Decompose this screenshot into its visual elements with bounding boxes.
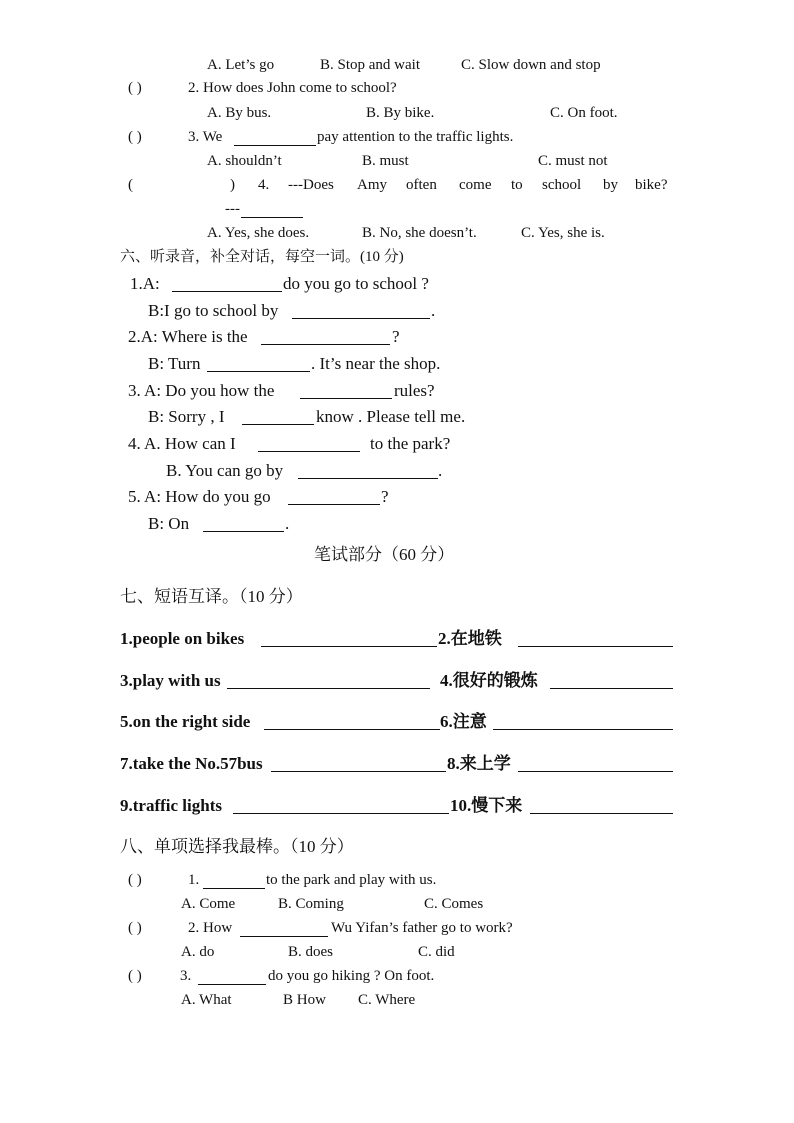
- answer-blank[interactable]: [242, 410, 314, 425]
- answer-blank[interactable]: [261, 330, 390, 345]
- dialogue-line-end: .: [431, 301, 436, 320]
- dialogue-line-end: rules?: [394, 381, 435, 400]
- dialogue-line-end: know . Please tell me.: [316, 407, 466, 426]
- option-a: A. By bus.: [207, 105, 272, 121]
- answer-parenthesis: ( ): [128, 80, 142, 96]
- phrase-item: 2.在地铁: [438, 629, 502, 648]
- option-a: A. Yes, she does.: [207, 225, 310, 241]
- question-text-start: 2. How: [188, 920, 233, 936]
- option-a: A. Come: [181, 896, 236, 912]
- answer-parenthesis: ( ): [128, 968, 142, 984]
- option-b: B. does: [288, 944, 333, 960]
- answer-blank[interactable]: [271, 757, 446, 772]
- answer-dash: ---: [225, 201, 240, 217]
- answer-blank[interactable]: [241, 203, 303, 218]
- section-heading: 六、听录音，补全对话，每空一词。(10 分): [120, 249, 404, 265]
- answer-parenthesis: ( ): [128, 129, 142, 145]
- dialogue-line-end: ?: [381, 487, 389, 506]
- option-b: B. Stop and wait: [320, 57, 420, 73]
- option-a: A. do: [181, 944, 215, 960]
- question-word: bike?: [635, 177, 668, 193]
- dialogue-line-start: B: On: [148, 514, 190, 533]
- answer-blank[interactable]: [198, 970, 266, 985]
- option-c: C. Where: [358, 992, 416, 1008]
- question-text: 2. How does John come to school?: [188, 80, 397, 96]
- dialogue-line-start: B. You can go by: [166, 461, 284, 480]
- section-heading: 七、短语互译。（10 分）: [120, 587, 303, 606]
- phrase-item: 6.注意: [440, 712, 487, 731]
- answer-parenthesis-close: ): [230, 177, 235, 193]
- answer-parenthesis-open: (: [128, 177, 133, 193]
- option-b: B. must: [362, 153, 409, 169]
- dialogue-line-start: 4. A. How can I: [128, 434, 236, 453]
- answer-parenthesis: ( ): [128, 920, 142, 936]
- phrase-item: 7.take the No.57bus: [120, 754, 263, 773]
- phrase-item: 3.play with us: [120, 671, 221, 690]
- option-c: C. did: [418, 944, 455, 960]
- question-word: often: [406, 177, 437, 193]
- dialogue-line-start: 3. A: Do you how the: [128, 381, 275, 400]
- answer-blank[interactable]: [240, 922, 328, 937]
- dialogue-line-start: B: Turn: [148, 354, 201, 373]
- question-word: come: [459, 177, 492, 193]
- answer-blank[interactable]: [207, 357, 310, 372]
- answer-blank[interactable]: [518, 632, 673, 647]
- dialogue-line-end: .: [438, 461, 443, 480]
- option-c: C. Slow down and stop: [461, 57, 601, 73]
- dialogue-line-start: B: Sorry , I: [148, 407, 225, 426]
- answer-blank[interactable]: [300, 384, 392, 399]
- option-b: B How: [283, 992, 326, 1008]
- dialogue-line-end: to the park?: [370, 434, 451, 453]
- dialogue-line-start: 5. A: How do you go: [128, 487, 271, 506]
- dialogue-line-end: . It’s near the shop.: [311, 354, 441, 373]
- question-text-end: Wu Yifan’s father go to work?: [331, 920, 513, 936]
- dialogue-line-start: B:I go to school by: [148, 301, 279, 320]
- option-b: B. By bike.: [366, 105, 435, 121]
- answer-blank[interactable]: [234, 131, 316, 146]
- section-heading: 八、单项选择我最棒。（10 分）: [120, 837, 354, 856]
- phrase-item: 8.来上学: [447, 754, 511, 773]
- question-word: by: [603, 177, 618, 193]
- answer-blank[interactable]: [227, 674, 430, 689]
- answer-blank[interactable]: [264, 715, 440, 730]
- question-word: ---Does: [288, 177, 334, 193]
- phrase-item: 9.traffic lights: [120, 796, 222, 815]
- answer-blank[interactable]: [203, 517, 284, 532]
- dialogue-line-start: 2.A: Where is the: [128, 327, 248, 346]
- question-word: 4.: [258, 177, 270, 193]
- option-c: C. must not: [538, 153, 608, 169]
- answer-blank[interactable]: [261, 632, 437, 647]
- option-b: B. No, she doesn’t.: [362, 225, 477, 241]
- question-word: Amy: [357, 177, 387, 193]
- answer-blank[interactable]: [258, 437, 360, 452]
- answer-blank[interactable]: [233, 799, 449, 814]
- answer-blank[interactable]: [288, 490, 380, 505]
- dialogue-line-end: ?: [392, 327, 400, 346]
- answer-parenthesis: ( ): [128, 872, 142, 888]
- dialogue-line-start: 1.A:: [130, 274, 160, 293]
- question-text-end: do you go hiking ? On foot.: [268, 968, 435, 984]
- question-word: to: [511, 177, 523, 193]
- question-word: school: [542, 177, 582, 193]
- phrase-item: 10.慢下来: [450, 796, 523, 815]
- answer-blank[interactable]: [550, 674, 673, 689]
- option-a: A. Let’s go: [207, 57, 275, 73]
- dialogue-line-end: do you go to school ?: [283, 274, 429, 293]
- question-text-start: 3. We: [188, 129, 223, 145]
- question-text-start: 3.: [180, 968, 192, 984]
- dialogue-line-end: .: [285, 514, 290, 533]
- phrase-item: 1.people on bikes: [120, 629, 245, 648]
- option-c: C. Yes, she is.: [521, 225, 605, 241]
- phrase-item: 5.on the right side: [120, 712, 251, 731]
- answer-blank[interactable]: [493, 715, 673, 730]
- part-title: 笔试部分（60 分）: [314, 545, 455, 564]
- question-text-start: 1.: [188, 872, 200, 888]
- question-text-end: pay attention to the traffic lights.: [317, 129, 514, 145]
- question-text-end: to the park and play with us.: [266, 872, 437, 888]
- answer-blank[interactable]: [172, 277, 282, 292]
- answer-blank[interactable]: [203, 874, 265, 889]
- phrase-item: 4.很好的锻炼: [440, 671, 538, 690]
- option-c: C. Comes: [424, 896, 484, 912]
- option-a: A. shouldn’t: [207, 153, 282, 169]
- option-a: A. What: [181, 992, 232, 1008]
- answer-blank[interactable]: [292, 304, 430, 319]
- option-c: C. On foot.: [550, 105, 618, 121]
- answer-blank[interactable]: [518, 757, 673, 772]
- option-b: B. Coming: [278, 896, 344, 912]
- answer-blank[interactable]: [530, 799, 673, 814]
- answer-blank[interactable]: [298, 464, 438, 479]
